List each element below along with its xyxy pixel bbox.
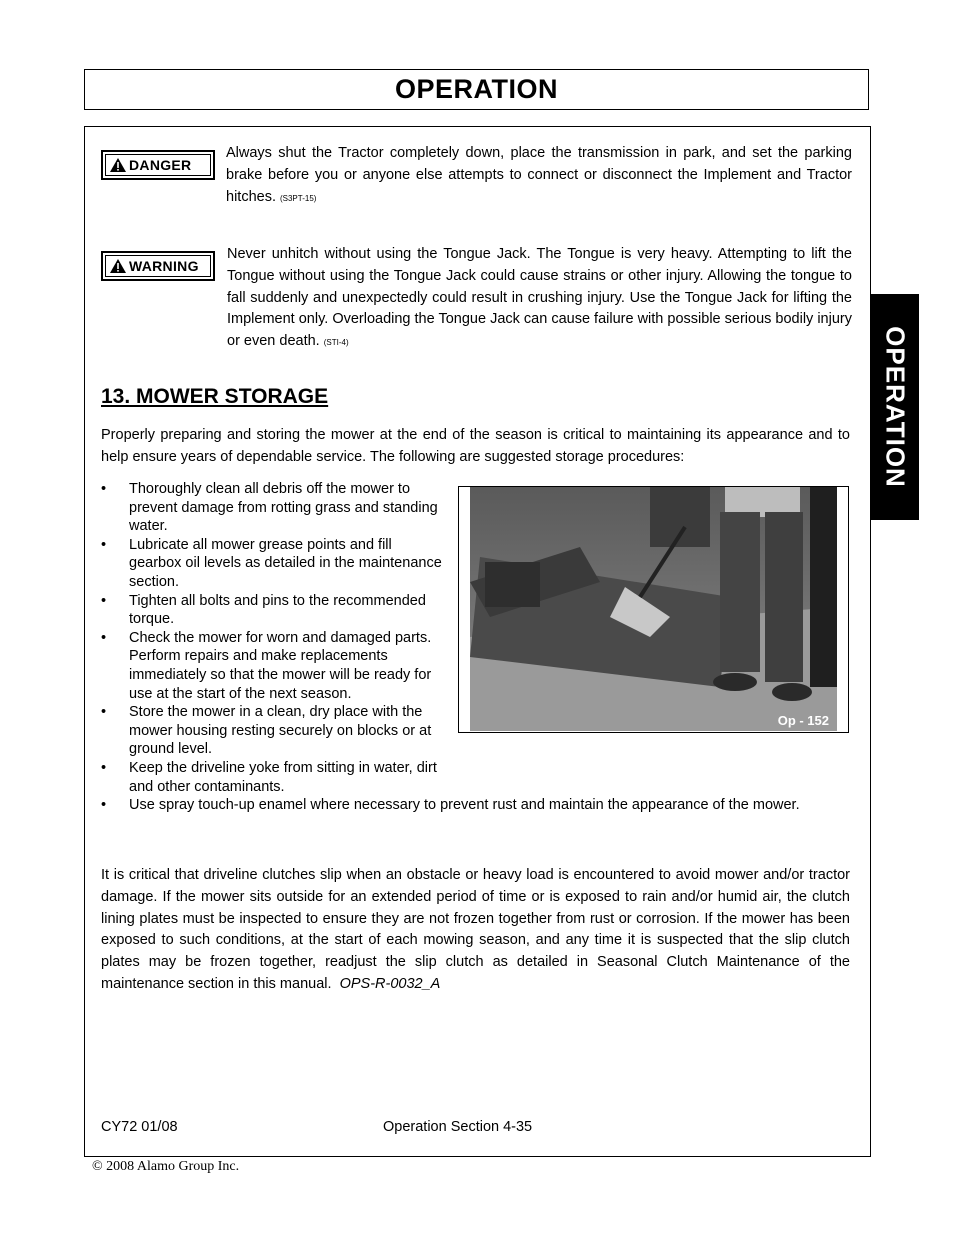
warning-triangle-icon xyxy=(109,157,127,173)
list-item-text: Tighten all bolts and pins to the recommended torque. xyxy=(129,592,426,628)
bullet-glyph: • xyxy=(101,592,107,609)
clutch-text: It is critical that driveline clutches slip when an obstacle or heavy load is encountered to avoid mower and/or tractor damage. If the mower sits outside for an extended period of time or is exposed to rain and/or humid air, the clutch lining plates must be inspected to ensure they are not frozen together from rust or corrosion. If the mower has been exposed to such conditions, at the start of each mowing season, and any time it is suspected that the slip clutch plates may be frozen together, readjust the slip clutch as detailed in Seasonal Clutch Maintenance of the maintenance section in this manual. xyxy=(101,867,850,992)
section-heading: 13. MOWER STORAGE xyxy=(101,385,329,408)
list-item xyxy=(101,592,447,629)
bullet-glyph: • xyxy=(101,629,107,646)
bullet-glyph: • xyxy=(101,759,107,776)
clutch-paragraph xyxy=(101,865,850,996)
side-tab-label: OPERATION xyxy=(880,326,910,488)
list-item-text: Check the mower for worn and damaged parts. Perform repairs and make replacements immediately so that the mower will be ready for use at the start of the next season. xyxy=(129,629,432,702)
warning-code: (STI-4) xyxy=(323,338,349,348)
clutch-code: OPS-R-0032_A xyxy=(339,975,441,992)
warning-badge xyxy=(101,251,215,281)
storage-procedures-list xyxy=(101,480,861,815)
footer-page: Operation Section 4-35 xyxy=(383,1119,533,1135)
list-item xyxy=(101,536,447,592)
page-header xyxy=(84,69,869,110)
list-item xyxy=(101,759,447,796)
list-item xyxy=(101,480,447,536)
danger-text: Always shut the Tractor completely down, place the transmission in park, and set the parking brake before you or anyone else attempts to connect or disconnect the Implement and Tractor hitches. xyxy=(226,145,852,205)
danger-message xyxy=(226,143,852,209)
list-item xyxy=(101,629,447,703)
list-item-text: Thoroughly clean all debris off the mower to prevent damage from rotting grass and standing water. xyxy=(129,481,438,535)
warning-text: Never unhitch without using the Tongue Jack. The Tongue is very heavy. Attempting to lift the Tongue without using the Tongue Jack could cause strains or other injury. Allowing the tongue to fall suddenly and unexpectedly could result in crushing injury. Use the Tongue Jack for lifting the Implement only. Overloading the Tongue Jack can cause failure with possible serious bodily injury or even death. xyxy=(227,246,852,350)
list-item-text: Use spray touch-up enamel where necessary to prevent rust and maintain the appearance of the mower. xyxy=(129,797,800,814)
list-item-text: Lubricate all mower grease points and fill gearbox oil levels as detailed in the maintenance section. xyxy=(129,536,442,590)
page-title: OPERATION xyxy=(394,74,558,104)
bullet-glyph: • xyxy=(101,481,107,497)
list-item-text: Store the mower in a clean, dry place with the mower housing resting securely on blocks or at ground level. xyxy=(129,704,432,758)
bullet-glyph: • xyxy=(101,536,107,553)
danger-badge-label: DANGER xyxy=(129,157,192,173)
copyright: © 2008 Alamo Group Inc. xyxy=(92,1159,240,1174)
danger-code: (S3PT-15) xyxy=(279,193,317,203)
section-side-tab xyxy=(870,294,919,520)
section-intro: Properly preparing and storing the mower at the end of the season is critical to maintaining its appearance and to help ensure years of dependable service. The following are suggested storage procedures: xyxy=(101,427,850,465)
bullet-glyph: • xyxy=(101,797,107,814)
warning-triangle-icon xyxy=(109,258,127,274)
footer-model: CY72 01/08 xyxy=(101,1119,178,1135)
warning-message xyxy=(227,244,852,354)
warning-badge-label: WARNING xyxy=(129,258,199,274)
list-item-text: Keep the driveline yoke from sitting in water, dirt and other contaminants. xyxy=(129,759,437,795)
danger-badge xyxy=(101,150,215,180)
list-item xyxy=(101,703,447,759)
list-item xyxy=(101,796,861,815)
bullet-glyph: • xyxy=(101,704,107,721)
figure-label: Op - 152 xyxy=(777,713,829,728)
